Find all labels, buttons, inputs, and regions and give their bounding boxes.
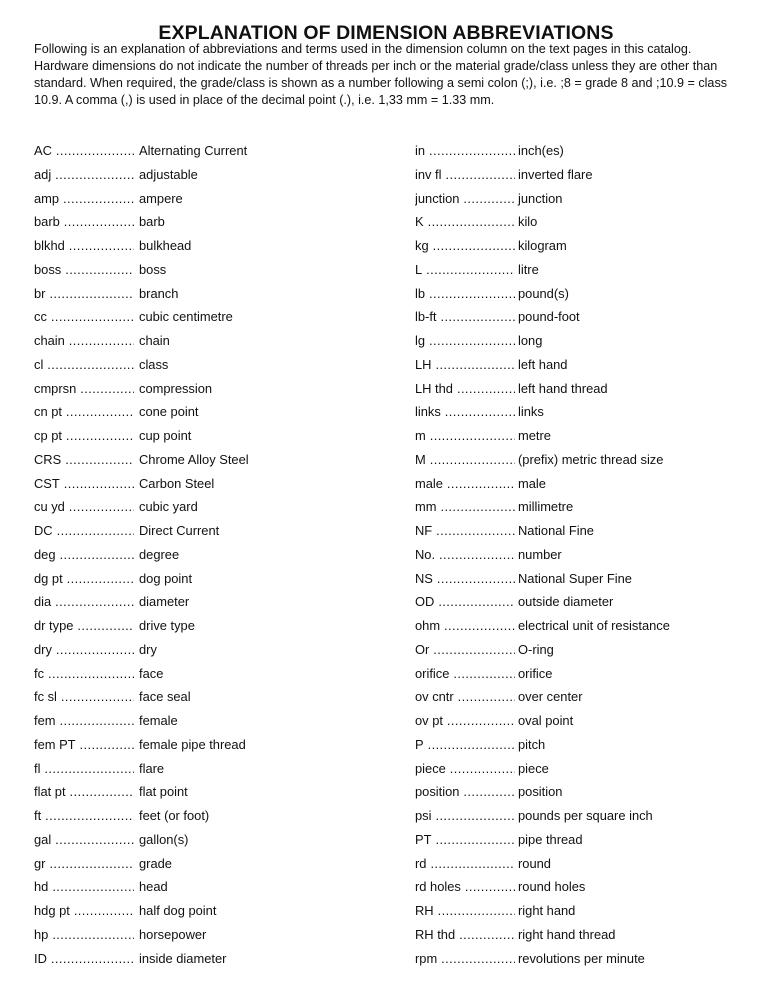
- abbreviation-row: [34, 237, 364, 261]
- abbreviation-row: [34, 142, 364, 166]
- abbreviation-definition: left hand thread: [518, 380, 608, 396]
- abbreviation-row: [415, 712, 745, 736]
- abbreviation-row: [34, 356, 364, 380]
- abbreviation-definition: cone point: [139, 404, 199, 420]
- abbreviation-definition: pound-foot: [518, 309, 580, 325]
- abbreviation-row: [415, 237, 745, 261]
- abbreviation-row: [415, 546, 745, 570]
- abbreviation-row: [34, 807, 364, 831]
- abbreviation-row: [34, 665, 364, 689]
- abbreviation-term: cn pt .....: [34, 403, 134, 421]
- abbreviation-row: [34, 380, 364, 404]
- abbreviation-term: gr .....: [34, 855, 134, 873]
- abbreviation-row: [415, 617, 745, 641]
- abbreviation-term: kg .....: [415, 237, 515, 255]
- abbreviation-row: [34, 522, 364, 546]
- abbreviation-definition: Direct Current: [139, 523, 220, 538]
- abbreviation-row: [34, 878, 364, 902]
- abbreviation-row: [34, 641, 364, 665]
- abbreviation-row: [34, 332, 364, 356]
- abbreviation-row: [34, 783, 364, 807]
- abbreviation-term: inv fl .....: [415, 166, 515, 184]
- abbreviation-row: [34, 950, 364, 974]
- abbreviation-row: [415, 356, 745, 380]
- abbreviation-definition: dog point: [139, 570, 193, 586]
- abbreviation-term: DC .....: [34, 522, 134, 540]
- abbreviation-row: [34, 593, 364, 617]
- abbreviation-definition: ampere: [139, 190, 183, 206]
- abbreviation-term: amp .....: [34, 190, 134, 208]
- abbreviation-term: cp pt .....: [34, 427, 134, 445]
- abbreviation-row: [415, 332, 745, 356]
- abbreviation-row: [415, 498, 745, 522]
- abbreviation-term: rd holes .....: [415, 878, 515, 896]
- abbreviation-term: No. .....: [415, 546, 515, 564]
- abbreviation-definition: left hand: [518, 356, 568, 372]
- abbreviation-row: [415, 855, 745, 879]
- abbreviation-term: psi .....: [415, 807, 515, 825]
- abbreviation-row: [415, 427, 745, 451]
- abbreviation-row: [415, 213, 745, 237]
- abbreviation-row: [415, 166, 745, 190]
- abbreviation-term: lb-ft .....: [415, 308, 515, 326]
- abbreviation-definition: branch: [139, 285, 179, 301]
- abbreviation-row: [415, 688, 745, 712]
- abbreviation-term: RH thd .....: [415, 926, 515, 944]
- abbreviation-definition: flat point: [139, 784, 188, 800]
- abbreviation-definition: cubic centimetre: [139, 309, 233, 325]
- abbreviation-row: [34, 475, 364, 499]
- abbreviation-definition: bulkhead: [139, 238, 192, 253]
- abbreviation-term: orifice .....: [415, 665, 515, 683]
- abbreviation-row: [34, 926, 364, 950]
- abbreviation-definition: cubic yard: [139, 499, 198, 515]
- abbreviation-definition: compression: [139, 380, 213, 396]
- abbreviation-definition: right hand thread: [518, 926, 616, 942]
- abbreviation-definition: electrical unit of resistance: [518, 618, 670, 633]
- abbreviation-term: cu yd .....: [34, 498, 134, 516]
- abbreviation-term: ft .....: [34, 807, 134, 825]
- abbreviation-term: mm .....: [415, 498, 515, 516]
- abbreviation-row: [415, 831, 745, 855]
- abbreviation-row: [34, 546, 364, 570]
- left-abbreviation-list: [34, 142, 364, 973]
- abbreviation-row: [34, 498, 364, 522]
- abbreviation-row: [34, 760, 364, 784]
- abbreviation-row: [415, 902, 745, 926]
- abbreviation-row: [34, 570, 364, 594]
- abbreviation-term: dia .....: [34, 593, 134, 611]
- abbreviation-term: cl .....: [34, 356, 134, 374]
- abbreviation-term: fc sl .....: [34, 688, 134, 706]
- abbreviation-term: dg pt .....: [34, 570, 134, 588]
- abbreviation-term: lb .....: [415, 285, 515, 303]
- abbreviation-definition: boss: [139, 261, 167, 277]
- abbreviation-row: [34, 190, 364, 214]
- abbreviation-row: [34, 736, 364, 760]
- abbreviation-definition: Alternating Current: [139, 143, 248, 158]
- abbreviation-row: [34, 451, 364, 475]
- abbreviation-term: ov cntr .....: [415, 688, 515, 706]
- abbreviation-definition: class: [139, 356, 169, 372]
- abbreviation-definition: cup point: [139, 428, 192, 443]
- abbreviation-term: P .....: [415, 736, 515, 754]
- abbreviation-definition: male: [518, 475, 546, 491]
- abbreviation-definition: diameter: [139, 594, 190, 610]
- abbreviation-definition: litre: [518, 261, 539, 277]
- abbreviation-definition: kilogram: [518, 238, 567, 253]
- right-abbreviation-list: [415, 142, 745, 973]
- abbreviation-term: flat pt .....: [34, 783, 134, 801]
- abbreviation-term: junction .....: [415, 190, 515, 208]
- abbreviation-term: fl .....: [34, 760, 134, 778]
- abbreviation-term: blkhd .....: [34, 237, 134, 255]
- abbreviation-row: [415, 807, 745, 831]
- abbreviation-definition: drive type: [139, 618, 195, 633]
- abbreviation-term: NS .....: [415, 570, 515, 588]
- abbreviation-row: [415, 475, 745, 499]
- abbreviation-term: dr type .....: [34, 617, 134, 635]
- abbreviation-term: fc .....: [34, 665, 134, 683]
- abbreviation-row: [415, 783, 745, 807]
- abbreviation-term: adj .....: [34, 166, 134, 184]
- abbreviation-row: [34, 285, 364, 309]
- abbreviation-term: m .....: [415, 427, 515, 445]
- abbreviation-term: ov pt .....: [415, 712, 515, 730]
- abbreviation-definition: right hand: [518, 903, 576, 918]
- abbreviation-term: M .....: [415, 451, 515, 469]
- abbreviation-term: lg .....: [415, 332, 515, 350]
- abbreviation-definition: gallon(s): [139, 831, 189, 847]
- abbreviation-row: [34, 712, 364, 736]
- abbreviation-term: hd .....: [34, 878, 134, 896]
- abbreviation-term: PT .....: [415, 831, 515, 849]
- abbreviation-row: [415, 593, 745, 617]
- abbreviation-term: cc .....: [34, 308, 134, 326]
- abbreviation-definition: head: [139, 879, 168, 895]
- abbreviation-definition: junction: [518, 190, 563, 206]
- abbreviation-definition: inch(es): [518, 143, 564, 158]
- abbreviation-definition: Carbon Steel: [139, 475, 215, 491]
- abbreviation-row: [34, 855, 364, 879]
- abbreviation-definition: round: [518, 855, 551, 871]
- abbreviation-definition: piece: [518, 760, 549, 776]
- abbreviation-row: [34, 213, 364, 237]
- abbreviation-definition: outside diameter: [518, 594, 614, 610]
- abbreviation-definition: position: [518, 784, 563, 800]
- abbreviation-definition: National Fine: [518, 523, 594, 538]
- abbreviation-row: [34, 308, 364, 332]
- abbreviation-term: hp .....: [34, 926, 134, 944]
- abbreviation-row: [415, 878, 745, 902]
- abbreviation-term: OD .....: [415, 593, 515, 611]
- abbreviation-term: ID .....: [34, 950, 134, 968]
- abbreviation-row: [415, 570, 745, 594]
- abbreviation-term: deg .....: [34, 546, 134, 564]
- abbreviation-term: AC .....: [34, 142, 134, 160]
- abbreviation-definition: number: [518, 546, 562, 562]
- abbreviation-term: links .....: [415, 403, 515, 421]
- abbreviation-definition: metre: [518, 428, 551, 443]
- abbreviation-definition: links: [518, 404, 544, 420]
- abbreviation-term: cmprsn .....: [34, 380, 134, 398]
- abbreviation-term: RH .....: [415, 902, 515, 920]
- abbreviation-row: [415, 736, 745, 760]
- abbreviation-row: [34, 261, 364, 285]
- abbreviation-definition: female: [139, 713, 178, 728]
- abbreviation-definition: inverted flare: [518, 166, 593, 182]
- abbreviation-row: [34, 427, 364, 451]
- abbreviation-term: chain .....: [34, 332, 134, 350]
- abbreviation-row: [415, 142, 745, 166]
- abbreviation-definition: degree: [139, 546, 180, 562]
- abbreviation-term: hdg pt .....: [34, 902, 134, 920]
- abbreviation-definition: pipe thread: [518, 831, 583, 847]
- abbreviation-term: gal .....: [34, 831, 134, 849]
- abbreviation-term: rd .....: [415, 855, 515, 873]
- abbreviation-definition: Chrome Alloy Steel: [139, 451, 249, 467]
- abbreviation-term: K .....: [415, 213, 515, 231]
- abbreviation-definition: face: [139, 665, 164, 681]
- abbreviation-definition: orifice: [518, 665, 553, 681]
- abbreviation-definition: barb: [139, 214, 165, 230]
- abbreviation-term: rpm .....: [415, 950, 515, 968]
- abbreviation-definition: feet (or foot): [139, 808, 210, 823]
- abbreviation-definition: oval point: [518, 713, 574, 728]
- abbreviation-row: [415, 641, 745, 665]
- abbreviation-definition: round holes: [518, 879, 586, 895]
- abbreviation-row: [415, 451, 745, 475]
- abbreviation-definition: horsepower: [139, 926, 207, 942]
- abbreviation-term: CRS .....: [34, 451, 134, 469]
- abbreviation-term: LH .....: [415, 356, 515, 374]
- abbreviation-row: [415, 522, 745, 546]
- abbreviation-row: [34, 831, 364, 855]
- abbreviation-definition: flare: [139, 760, 165, 776]
- abbreviation-definition: kilo: [518, 214, 538, 230]
- abbreviation-term: dry .....: [34, 641, 134, 659]
- abbreviation-row: [415, 380, 745, 404]
- abbreviation-definition: O-ring: [518, 641, 554, 657]
- abbreviation-term: piece .....: [415, 760, 515, 778]
- intro-paragraph: Following is an explanation of abbreviations and terms used in the dimension column on the text pages in this catalog. Hardware dimensions do not indicate the number of threads per inch or the material grade/class unless they are other than standard. When required, the grade/class is shown as a number following a semi colon (;), i.e. ;8 = grade 8 and ;10.9 = class 10.9. A comma (,) is used in place of the decimal point (.), i.e. 1,33 mm = 1.33 mm.: [34, 42, 728, 107]
- abbreviation-definition: chain: [139, 333, 170, 348]
- abbreviation-term: barb .....: [34, 213, 134, 231]
- abbreviation-row: [415, 665, 745, 689]
- abbreviation-term: boss .....: [34, 261, 134, 279]
- abbreviation-term: NF .....: [415, 522, 515, 540]
- abbreviation-row: [34, 403, 364, 427]
- abbreviation-definition: pounds per square inch: [518, 808, 653, 823]
- abbreviation-definition: inside diameter: [139, 950, 227, 966]
- abbreviation-definition: over center: [518, 689, 583, 705]
- abbreviation-row: [415, 261, 745, 285]
- abbreviation-row: [415, 403, 745, 427]
- abbreviation-row: [34, 617, 364, 641]
- abbreviation-definition: pitch: [518, 736, 546, 752]
- abbreviation-definition: pound(s): [518, 285, 569, 301]
- abbreviation-row: [34, 688, 364, 712]
- abbreviation-row: [34, 166, 364, 190]
- abbreviation-definition: revolutions per minute: [518, 950, 645, 966]
- abbreviation-definition: National Super Fine: [518, 570, 632, 586]
- abbreviation-term: CST .....: [34, 475, 134, 493]
- abbreviation-row: [415, 760, 745, 784]
- abbreviation-term: Or .....: [415, 641, 515, 659]
- abbreviation-definition: female pipe thread: [139, 736, 246, 752]
- abbreviation-definition: (prefix) metric thread size: [518, 451, 664, 467]
- abbreviation-row: [34, 902, 364, 926]
- abbreviation-row: [415, 308, 745, 332]
- abbreviation-definition: face seal: [139, 689, 191, 705]
- abbreviation-term: LH thd .....: [415, 380, 515, 398]
- abbreviation-definition: grade: [139, 855, 172, 871]
- abbreviation-term: position .....: [415, 783, 515, 801]
- abbreviation-term: br .....: [34, 285, 134, 303]
- abbreviation-definition: half dog point: [139, 903, 217, 918]
- abbreviation-term: L .....: [415, 261, 515, 279]
- abbreviation-term: male .....: [415, 475, 515, 493]
- abbreviation-term: in .....: [415, 142, 515, 160]
- abbreviation-definition: long: [518, 333, 543, 348]
- abbreviation-row: [415, 190, 745, 214]
- abbreviation-definition: adjustable: [139, 166, 198, 182]
- page-title: EXPLANATION OF DIMENSION ABBREVIATIONS: [158, 22, 614, 45]
- abbreviation-definition: dry: [139, 641, 157, 657]
- abbreviation-term: ohm .....: [415, 617, 515, 635]
- abbreviation-row: [415, 285, 745, 309]
- abbreviation-definition: millimetre: [518, 499, 574, 515]
- abbreviation-term: fem PT .....: [34, 736, 134, 754]
- abbreviation-row: [415, 926, 745, 950]
- abbreviation-row: [415, 950, 745, 974]
- abbreviation-term: fem .....: [34, 712, 134, 730]
